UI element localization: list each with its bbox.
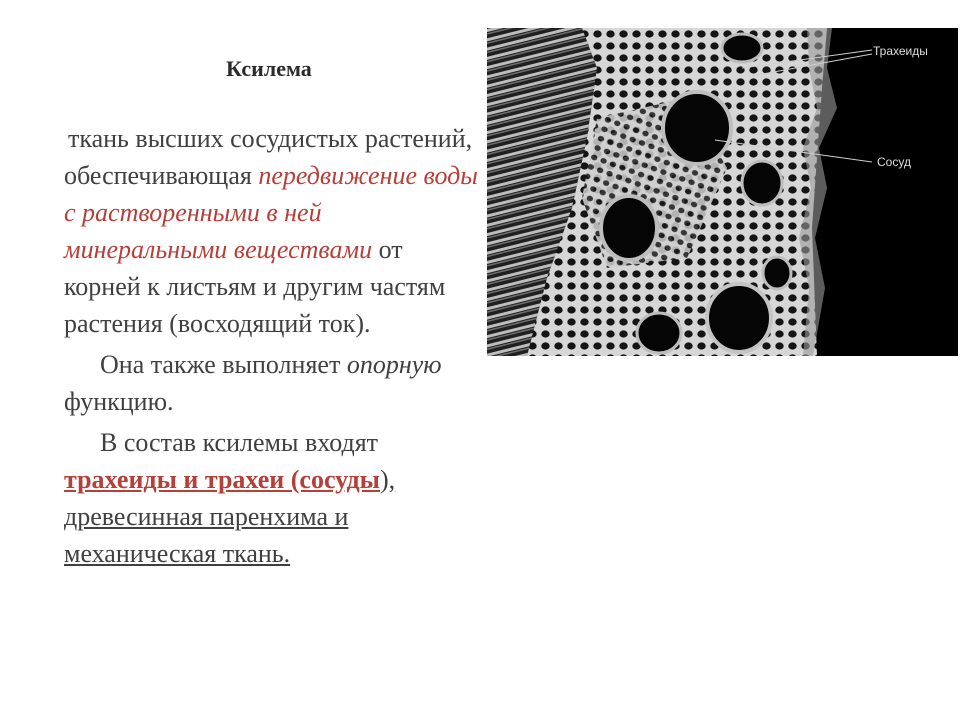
slide-body	[64, 120, 484, 572]
slide-title: Ксилема	[226, 56, 312, 81]
composition-tail[interactable]: ), древесинная паренхима и механическая ткань.	[64, 465, 396, 568]
support-lead: Она также выполняет	[100, 350, 347, 379]
paragraph-support	[64, 346, 484, 420]
support-highlight: опорную	[346, 350, 442, 379]
definition-tail: от корней к листьям и другим частям растения (восходящий ток).	[64, 235, 446, 338]
composition-link[interactable]: трахеиды и трахеи (сосуды	[64, 465, 380, 494]
xylem-micrograph	[487, 28, 958, 356]
micrograph-svg	[487, 28, 958, 356]
paragraph-definition	[64, 120, 484, 342]
definition-highlight: передвижение воды с растворенными в ней минеральными веществами	[64, 161, 478, 264]
label-vessel: Сосуд	[877, 155, 911, 169]
composition-lead: В состав ксилемы входят	[100, 428, 379, 457]
paragraph-composition	[64, 424, 484, 572]
support-tail: функцию.	[64, 387, 174, 416]
label-tracheids: Трахеиды	[873, 44, 928, 58]
definition-lead: ткань высших сосудистых растений, обеспечивающая	[64, 124, 473, 190]
